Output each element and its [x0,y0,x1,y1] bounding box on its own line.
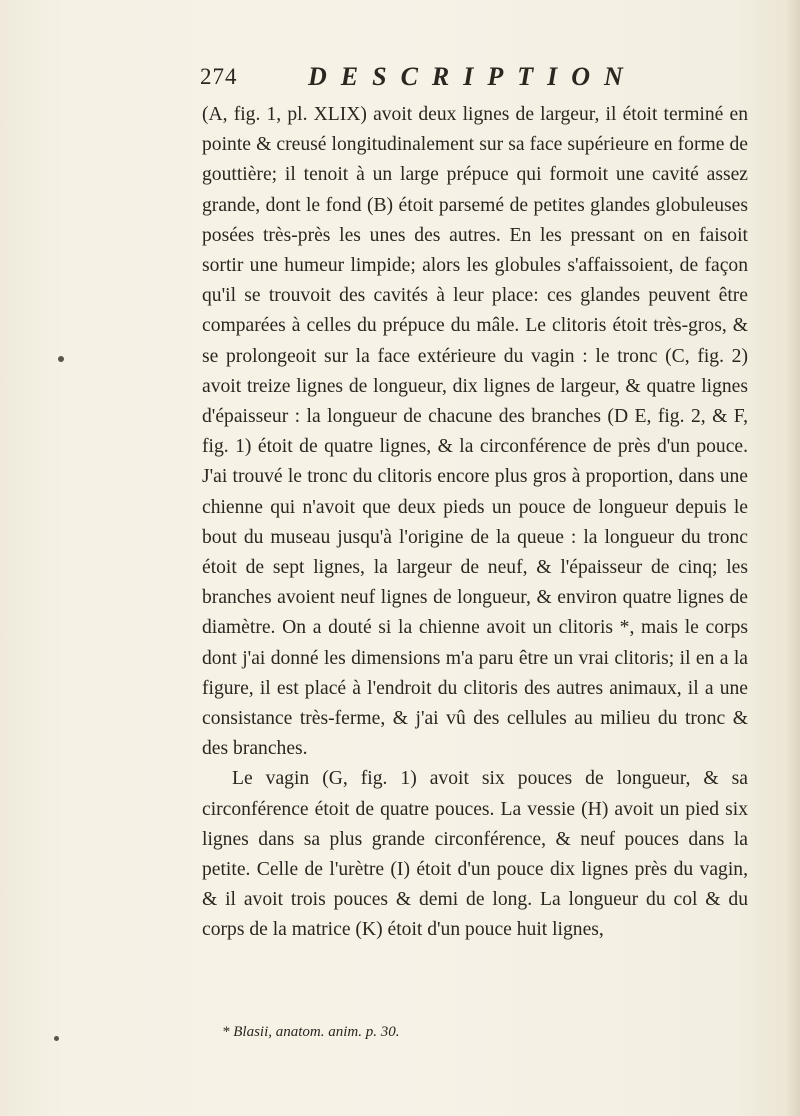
page-edge-shadow [786,0,800,1116]
main-text [202,100,748,946]
paragraph-2: Le vagin (G, fig. 1) avoit six pouces de longueur, & sa circonférence étoit de quatre pouces. La vessie (H) avoit un pied six lignes dans sa plus grande circonférence, & neuf pouces dans la petite. Celle de l'urètre (I) étoit d'un pouce dix lignes près du vagin, & il avoit trois pouces & demi de long. La longueur du col & du corps de la matrice (K) étoit d'un pouce huit lignes, [202,768,748,941]
page-number: 274 [200,64,238,89]
ink-spot [54,1036,59,1041]
ink-spot [58,356,64,362]
footnote: * Blasii, anatom. anim. p. 30. [222,1024,400,1040]
running-title: DESCRIPTION [308,62,637,91]
paragraph-1: (A, fig. 1, pl. XLIX) avoit deux lignes de largeur, il étoit terminé en pointe & creusé longitudinalement sur sa face supérieure en forme de gouttière; il tenoit à un large prépuce qui formoit une cavité assez grande, dont le fond (B) étoit parsemé de petites glandes globuleuses posées très-près les unes des autres. En les pressant on en faisoit sortir une humeur limpide; alors les globules s'affaissoient, de façon qu'il se trouvoit des cavités à leur place: ces glandes peuvent être comparées à celles du prépuce du mâle. Le clitoris étoit très-gros, & se prolongeoit sur la face extérieure du vagin : le tronc (C, fig. 2) avoit treize lignes de longueur, dix lignes de largeur, & quatre lignes d'épaisseur : la longueur de chacune des branches (D E, fig. 2, & F, fig. 1) étoit de quatre lignes, & la circonférence de près d'un pouce. J'ai trouvé le tronc du clitoris encore plus gros à proportion, dans une chienne qui n'avoit que deux pieds un pouce de longueur depuis le bout du museau jusqu'à l'origine de la queue : la longueur du tronc étoit de sept lignes, la largeur de neuf, & l'épaisseur de cinq; les branches avoient neuf lignes de longueur, & environ quatre lignes de diamètre. On a douté si la chienne avoit un clitoris *, mais le corps dont j'ai donné les dimensions m'a paru être un vrai clitoris; il en a la figure, il est placé à l'endroit du clitoris des autres animaux, il a une consistance très-ferme, & j'ai vû des cellules au milieu du tronc & des branches. [202,104,748,760]
page-header [200,62,760,98]
